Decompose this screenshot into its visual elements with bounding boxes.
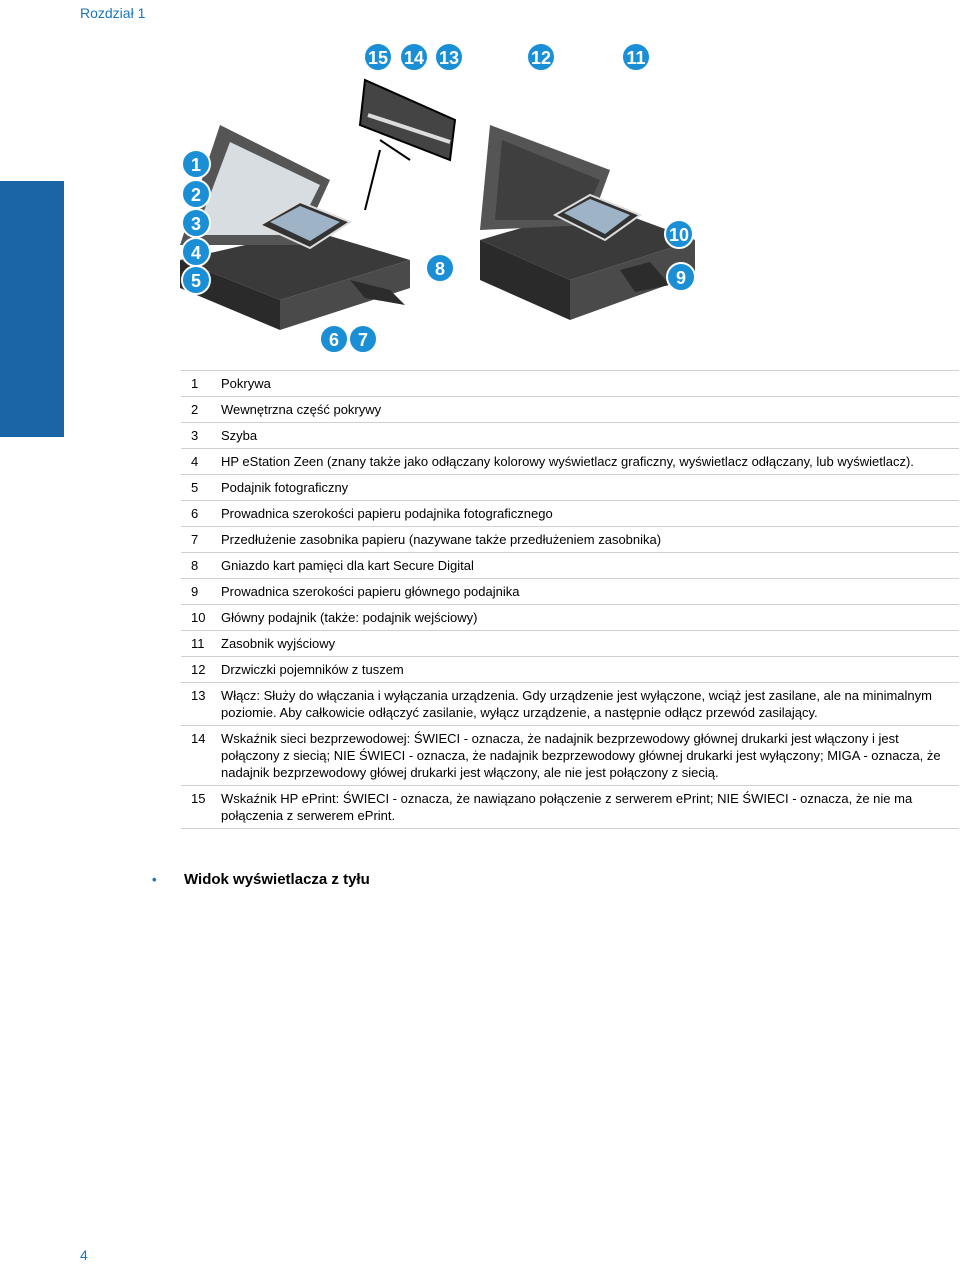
printer-right-drawing: [480, 125, 695, 320]
svg-text:2: 2: [190, 185, 202, 205]
legend-number: 1: [181, 371, 221, 397]
section-heading-text: Widok wyświetlacza z tyłu: [184, 871, 370, 888]
callout-13: [435, 43, 463, 71]
legend-row: [181, 683, 959, 726]
legend-number: 13: [181, 683, 221, 726]
legend-description: Zasobnik wyjściowy: [221, 631, 959, 657]
svg-text:1: 1: [190, 155, 202, 175]
legend-number: 2: [181, 397, 221, 423]
svg-text:12: 12: [530, 48, 552, 68]
svg-text:10: 10: [668, 225, 690, 245]
legend-description: Wskaźnik sieci bezprzewodowej: ŚWIECI - oznacza, że nadajnik bezprzewodowy głównej drukarki jest włączony i jest połączony z siecią; NIE ŚWIECI - oznacza, że nadajnik bezprzewodowy głównej drukarki jest wyłączony; MIGA - oznacza, że nadajnik bezprzewodowy główej drukarki jest włączony, ale nie jest połączony z siecią.: [221, 726, 959, 786]
legend-description: Prowadnica szerokości papieru podajnika fotograficznego: [221, 501, 959, 527]
callout-11: [622, 43, 650, 71]
svg-text:15: 15: [367, 48, 389, 68]
legend-row: [181, 657, 959, 683]
callout-7: [349, 325, 377, 353]
callout-12: [527, 43, 555, 71]
legend-table: [181, 370, 959, 829]
legend-row: [181, 423, 959, 449]
callout-4: [182, 238, 210, 266]
svg-text:3: 3: [190, 214, 202, 234]
svg-text:6: 6: [328, 330, 340, 350]
printer-illustration: [150, 30, 770, 370]
legend-description: Drzwiczki pojemników z tuszem: [221, 657, 959, 683]
page-number: 4: [80, 1247, 88, 1263]
svg-text:13: 13: [438, 48, 460, 68]
legend-row: [181, 631, 959, 657]
legend-number: 3: [181, 423, 221, 449]
legend-number: 14: [181, 726, 221, 786]
legend-row: [181, 397, 959, 423]
callout-1: [182, 150, 210, 178]
legend-description: Gniazdo kart pamięci dla kart Secure Digital: [221, 553, 959, 579]
legend-row: [181, 579, 959, 605]
callout-14: [400, 43, 428, 71]
legend-row: [181, 786, 959, 829]
chapter-label: Rozdział 1: [80, 5, 146, 21]
svg-text:4: 4: [190, 243, 202, 263]
legend-number: 12: [181, 657, 221, 683]
printer-left-drawing: [180, 125, 410, 330]
legend-description: Główny podajnik (także: podajnik wejściowy): [221, 605, 959, 631]
callout-5: [182, 266, 210, 294]
svg-text:11: 11: [626, 48, 646, 68]
legend-number: 10: [181, 605, 221, 631]
callout-10: [665, 220, 693, 248]
legend-description: Podajnik fotograficzny: [221, 475, 959, 501]
callout-8: [426, 254, 454, 282]
svg-text:14: 14: [403, 48, 425, 68]
legend-number: 4: [181, 449, 221, 475]
callout-9: [667, 263, 695, 291]
side-tab: [0, 181, 64, 437]
legend-row: [181, 726, 959, 786]
legend-number: 9: [181, 579, 221, 605]
legend-row: [181, 553, 959, 579]
svg-text:9: 9: [675, 268, 687, 288]
svg-text:8: 8: [434, 259, 446, 279]
legend-row: [181, 371, 959, 397]
callout-3: [182, 209, 210, 237]
svg-text:7: 7: [357, 330, 369, 350]
callout-15: [364, 43, 392, 71]
legend-number: 7: [181, 527, 221, 553]
legend-number: 8: [181, 553, 221, 579]
legend-row: [181, 527, 959, 553]
callout-6: [320, 325, 348, 353]
legend-description: HP eStation Zeen (znany także jako odłączany kolorowy wyświetlacz graficzny, wyświetlacz odłączany, lub wyświetlacz).: [221, 449, 959, 475]
callout-2: [182, 180, 210, 208]
legend-number: 11: [181, 631, 221, 657]
legend-row: [181, 501, 959, 527]
legend-description: Szyba: [221, 423, 959, 449]
legend-description: Włącz: Służy do włączania i wyłączania urządzenia. Gdy urządzenie jest wyłączone, wciąż jest zasilane, ale na minimalnym poziomie. Aby całkowicie odłączyć zasilanie, wyłącz urządzenie, a następnie odłącz przewód zasilający.: [221, 683, 959, 726]
zoom-inset: [360, 80, 455, 210]
legend-number: 6: [181, 501, 221, 527]
legend-row: [181, 475, 959, 501]
svg-text:5: 5: [190, 271, 202, 291]
legend-description: Pokrywa: [221, 371, 959, 397]
bullet-icon: •: [152, 872, 157, 887]
legend-description: Wewnętrzna część pokrywy: [221, 397, 959, 423]
legend-description: Wskaźnik HP ePrint: ŚWIECI - oznacza, że nawiązano połączenie z serwerem ePrint; NIE ŚWIECI - oznacza, że nie ma połączenia z serwerem ePrint.: [221, 786, 959, 829]
legend-row: [181, 449, 959, 475]
legend-row: [181, 605, 959, 631]
legend-number: 5: [181, 475, 221, 501]
legend-description: Przedłużenie zasobnika papieru (nazywane także przedłużeniem zasobnika): [221, 527, 959, 553]
legend-number: 15: [181, 786, 221, 829]
legend-description: Prowadnica szerokości papieru głównego podajnika: [221, 579, 959, 605]
